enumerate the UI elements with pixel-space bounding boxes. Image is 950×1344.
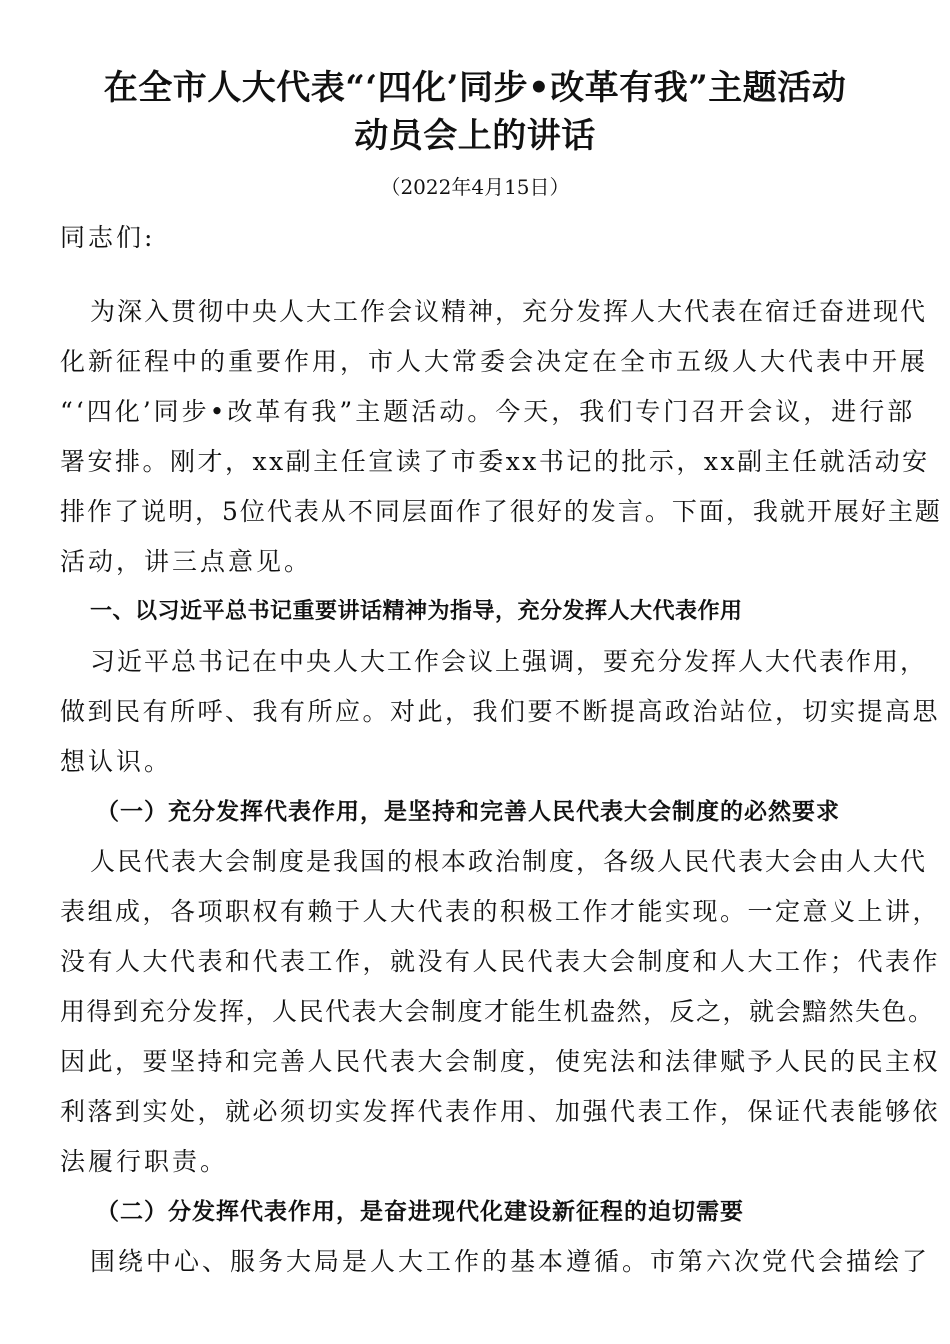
- subsection-1-line-5: 因此，要坚持和完善人民代表大会制度，使宪法和法律赋予人民的民主权: [60, 1047, 941, 1076]
- subsection-2-line-1: 围绕中心、服务大局是人大工作的基本遵循。市第六次党代会描绘了: [90, 1247, 931, 1276]
- intro-line-2: 化新征程中的重要作用，市人大常委会决定在全市五级人大代表中开展: [60, 347, 929, 376]
- subsection-2-heading: （二）分发挥代表作用，是奋进现代化建设新征程的迫切需要: [96, 1198, 744, 1225]
- subsection-1-line-2: 表组成，各项职权有赖于人大代表的积极工作才能实现。一定意义上讲，: [60, 897, 941, 926]
- intro-line-4: 署安排。刚才，xx副主任宣读了市委xx书记的批示，xx副主任就活动安: [60, 447, 930, 476]
- section-1-line-1: 习近平总书记在中央人大工作会议上强调，要充分发挥人大代表作用，: [90, 647, 928, 676]
- speech-date: （2022年4月15日）: [380, 175, 570, 199]
- intro-line-6: 活动，讲三点意见。: [60, 547, 313, 576]
- section-1-heading: 一、以习近平总书记重要讲话精神为指导，充分发挥人大代表作用: [90, 599, 743, 624]
- intro-line-1: 为深入贯彻中央人大工作会议精神，充分发挥人大代表在宿迁奋进现代: [90, 297, 928, 326]
- subsection-1-line-3: 没有人大代表和代表工作，就没有人民代表大会制度和人大工作；代表作: [60, 947, 941, 976]
- subsection-1-line-4: 用得到充分发挥，人民代表大会制度才能生机盎然，反之，就会黯然失色。: [60, 997, 935, 1026]
- section-1-line-3: 想认识。: [60, 747, 173, 776]
- subsection-1-line-6: 利落到实处，就必须切实发挥代表作用、加强代表工作，保证代表能够依: [60, 1097, 941, 1126]
- subsection-1-line-7: 法履行职责。: [60, 1147, 229, 1176]
- section-1-line-2: 做到民有所呼、我有所应。对此，我们要不断提高政治站位，切实提高思: [60, 697, 941, 726]
- document-title-line-2: 动员会上的讲话: [354, 116, 596, 156]
- intro-line-3: “‘四化’同步•改革有我”主题活动。今天，我们专门召开会议，进行部: [60, 397, 916, 426]
- salutation: 同志们:: [60, 223, 156, 252]
- subsection-1-heading: （一）充分发挥代表作用，是坚持和完善人民代表大会制度的必然要求: [96, 798, 840, 825]
- document-title-line-1: 在全市人大代表“‘四化’同步•改革有我”主题活动: [103, 68, 847, 108]
- subsection-1-line-1: 人民代表大会制度是我国的根本政治制度，各级人民代表大会由人大代: [90, 847, 928, 876]
- intro-line-5: 排作了说明，5位代表从不同层面作了很好的发言。下面，我就开展好主题: [60, 497, 942, 526]
